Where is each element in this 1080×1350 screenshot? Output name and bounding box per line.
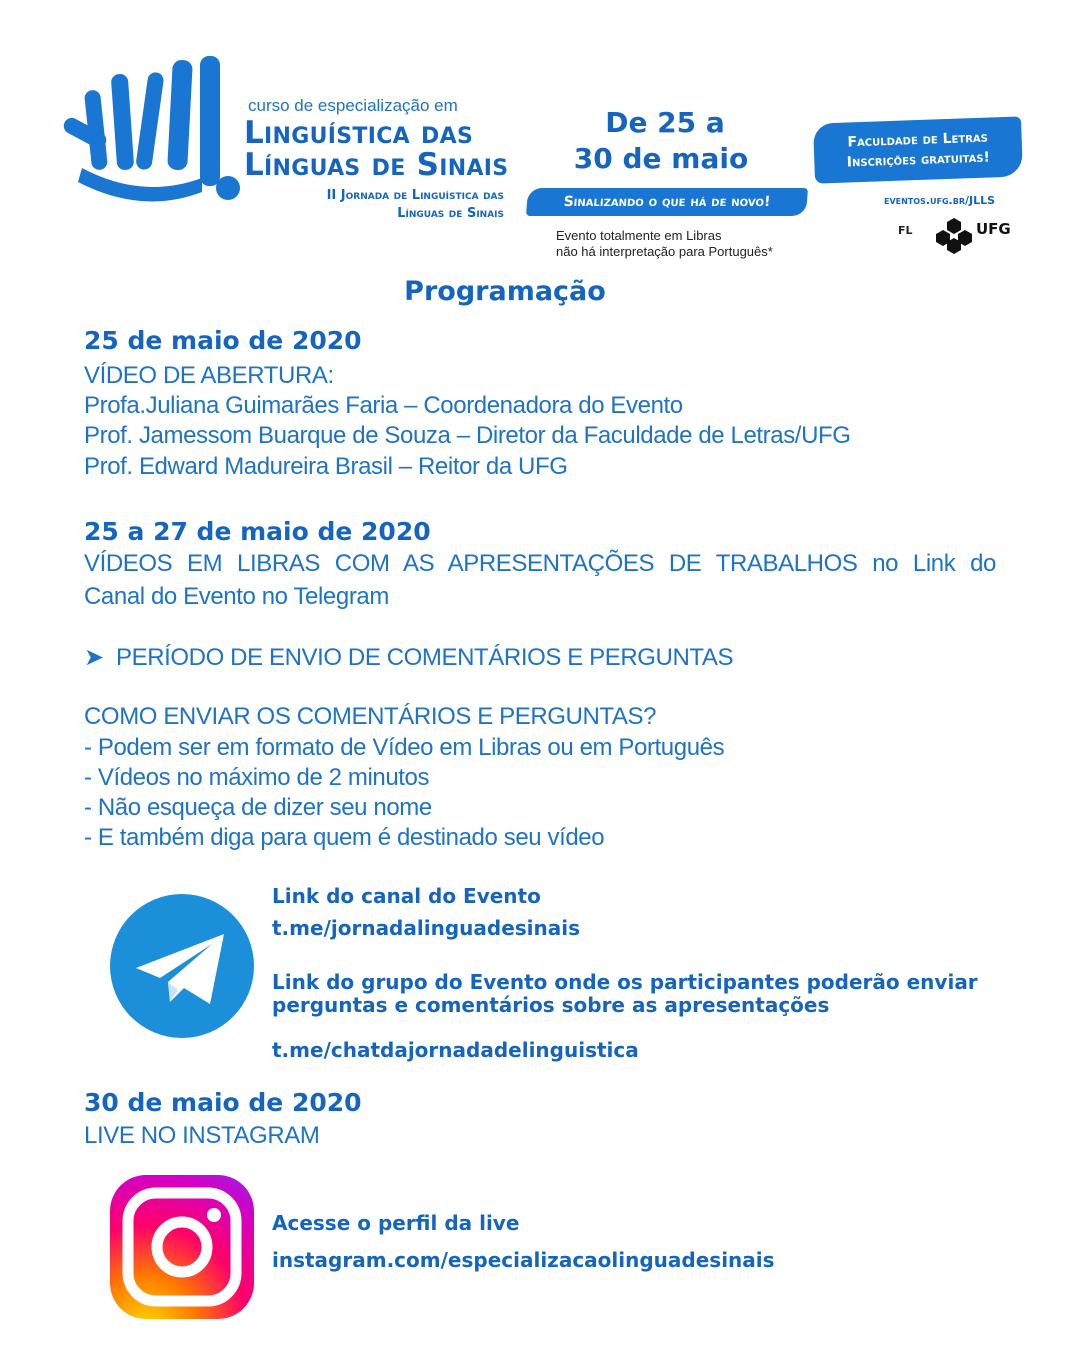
day1-line: VÍDEO DE ABERTURA: bbox=[84, 362, 334, 389]
instagram-label: Acesse o perfil da live bbox=[272, 1211, 520, 1235]
free-registration: Inscrições gratuitas! bbox=[846, 149, 991, 171]
event-date-line2: 30 de maio bbox=[573, 142, 749, 175]
jornada-line2: Línguas de Sinais bbox=[397, 206, 504, 221]
how-item: - Podem ser em formato de Vídeo em Libras ou em Português bbox=[84, 734, 725, 761]
faculty-badge bbox=[813, 116, 1023, 183]
day1-line: Prof. Jamessom Buarque de Souza – Diretor da Faculdade de Letras/UFG bbox=[84, 422, 851, 449]
telegram-icon[interactable] bbox=[110, 894, 254, 1038]
event-website-link[interactable]: eventos.ufg.br/JLLS bbox=[884, 194, 996, 207]
faculty-name: Faculdade de Letras bbox=[847, 129, 989, 151]
period-line bbox=[84, 643, 733, 672]
libras-note-line1: Evento totalmente em Libras bbox=[556, 228, 722, 243]
telegram-group-label-line2: perguntas e comentários sobre as apresentações bbox=[272, 993, 830, 1017]
jornada-line1: II Jornada de Linguística das bbox=[326, 188, 504, 203]
telegram-channel-link[interactable]: t.me/jornadalinguadesinais bbox=[272, 916, 581, 940]
instagram-icon[interactable] bbox=[110, 1175, 254, 1319]
how-item: - Não esqueça de dizer seu nome bbox=[84, 794, 432, 821]
how-title: COMO ENVIAR OS COMENTÁRIOS E PERGUNTAS? bbox=[84, 703, 657, 730]
fl-logo: FL bbox=[898, 224, 913, 237]
page-title: Programação bbox=[404, 276, 606, 307]
course-title-line2: Línguas de Sinais bbox=[244, 147, 509, 183]
course-title-line1: Linguística das bbox=[244, 115, 474, 151]
day2-line2: Canal do Evento no Telegram bbox=[84, 583, 389, 610]
ufg-logo-icon bbox=[934, 216, 974, 254]
day1-line: Prof. Edward Madureira Brasil – Reitor da UFG bbox=[84, 453, 568, 480]
period-text: PERÍODO DE ENVIO DE COMENTÁRIOS E PERGUNTAS bbox=[116, 644, 734, 671]
day1-line: Profa.Juliana Guimarães Faria – Coordenadora do Evento bbox=[84, 392, 683, 419]
event-date-line1: De 25 a bbox=[605, 106, 725, 139]
instagram-link[interactable]: instagram.com/especializacaolinguadesinais bbox=[272, 1248, 775, 1272]
day2-date: 25 a 27 de maio de 2020 bbox=[84, 517, 431, 546]
day2-line1: VÍDEOS EM LIBRAS COM AS APRESENTAÇÕES DE TRABALHOS no Link do bbox=[84, 550, 996, 577]
how-item: - E também diga para quem é destinado seu vídeo bbox=[84, 824, 605, 851]
telegram-group-link[interactable]: t.me/chatdajornadadelinguistica bbox=[272, 1038, 639, 1062]
telegram-group-label-line1: Link do grupo do Evento onde os participantes poderão enviar bbox=[272, 970, 978, 994]
ufg-logo-text: UFG bbox=[976, 220, 1011, 238]
day3-line: LIVE NO INSTAGRAM bbox=[84, 1122, 320, 1149]
slogan-banner: Sinalizando o que há de novo! bbox=[526, 188, 808, 216]
how-item: - Vídeos no máximo de 2 minutos bbox=[84, 764, 430, 791]
hand-logo-icon bbox=[52, 50, 247, 210]
libras-note-line2: não há interpretação para Português* bbox=[556, 244, 773, 259]
arrow-icon: ➤ bbox=[84, 643, 104, 671]
day1-date: 25 de maio de 2020 bbox=[84, 326, 362, 355]
telegram-channel-label: Link do canal do Evento bbox=[272, 884, 541, 908]
day3-date: 30 de maio de 2020 bbox=[84, 1088, 362, 1117]
course-subtitle: curso de especialização em bbox=[248, 96, 458, 115]
